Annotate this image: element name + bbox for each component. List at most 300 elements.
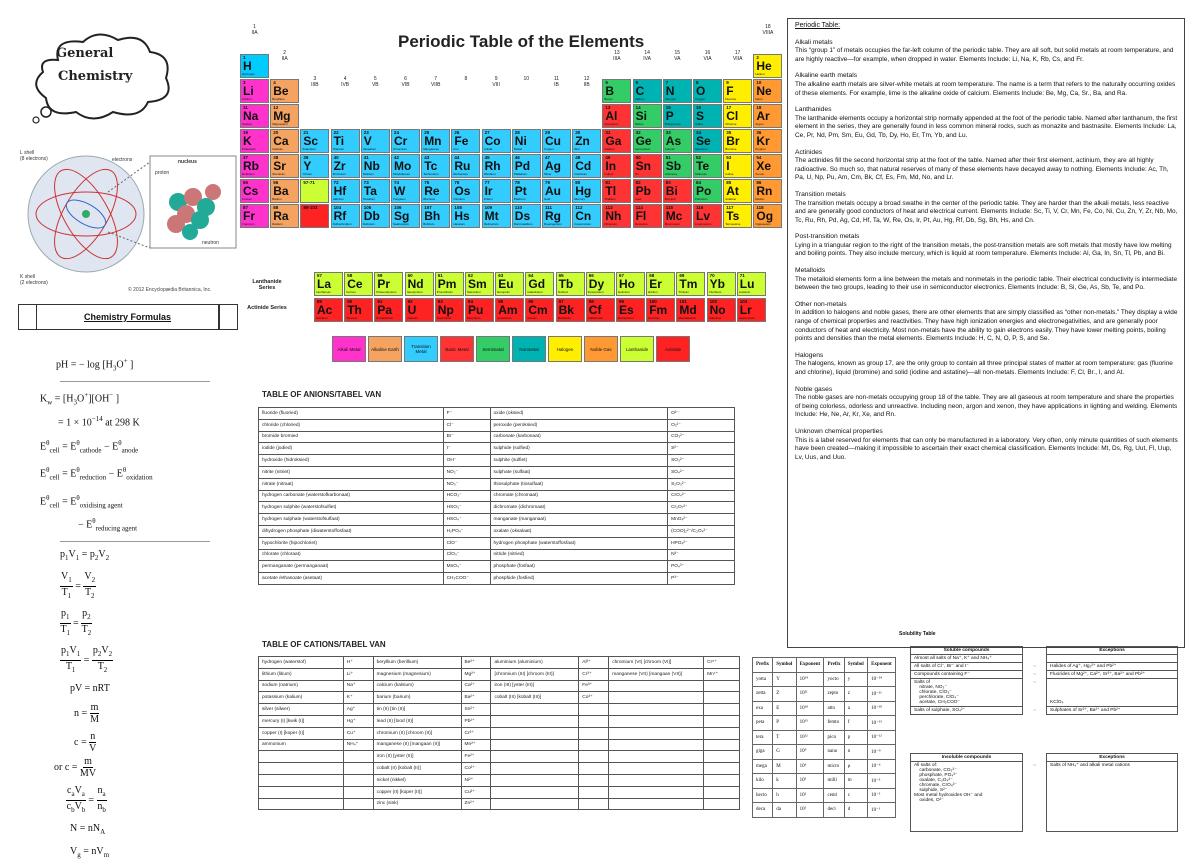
anion-row [259, 537, 735, 549]
soluble-row [911, 663, 1178, 671]
cation-row [259, 798, 740, 810]
anion-cell: hydroxide (hidroksied) [259, 455, 444, 467]
anion-cell: N³⁻ [668, 549, 735, 561]
lanthanide-cell: 61 Pm Promethium [435, 272, 464, 296]
soluble-row [911, 655, 1178, 663]
prefix-cell: 10⁻²⁴ [868, 672, 896, 687]
anion-cell: NO₃⁻ [443, 478, 490, 490]
soluble-row [911, 707, 1178, 715]
anion-cell: CO₃²⁻ [668, 431, 735, 443]
anion-row [259, 549, 735, 561]
anion-cell: P³⁻ [668, 573, 735, 585]
element-cell: 51 Sb Antimony [663, 154, 692, 178]
anion-cell: fluoride (fluoried) [259, 408, 444, 420]
exception-cell: Salts of NH₄⁺ and alkali metal cations [1047, 762, 1178, 832]
lanthanide-cell: 60 Nd Neodymium [405, 272, 434, 296]
cation-row [259, 763, 740, 775]
legend-swatch: Basic Metal [440, 336, 474, 362]
lanthanide-cell: 58 Ce Cerium [344, 272, 373, 296]
soluble-cell: All salts of Cl⁻, Br⁻ and I⁻ [911, 663, 1023, 671]
element-cell: 28 Ni Nickel [512, 129, 541, 153]
cation-cell [343, 786, 373, 798]
cation-cell [579, 798, 609, 810]
prefix-cell: n [844, 745, 867, 760]
group-label: 1 IIA [251, 24, 258, 36]
anion-cell: O²⁻ [668, 408, 735, 420]
lanthanide-cell: 59 Pr Praseodymium [374, 272, 403, 296]
exception-cell: KClO₄ [1047, 679, 1178, 707]
cation-cell: Hg⁺ [343, 715, 373, 727]
soluble-row [911, 679, 1178, 707]
lanthanide-cell: 68 Er Erbium [646, 272, 675, 296]
cation-cell [343, 751, 373, 763]
solubility-title: Solubility Table [899, 631, 936, 637]
actinide-cell: 95 Am Americium [495, 298, 524, 322]
cation-cell [609, 727, 704, 739]
actinide-cell: 96 Cm Curium [525, 298, 554, 322]
element-cell: 53 I Iodine [723, 154, 752, 178]
element-cell: 40 Zr Zirconium [331, 154, 360, 178]
cation-cell: hydrogen (waterstof) [259, 657, 344, 669]
element-cell: 42 Mo Molybdenum [391, 154, 420, 178]
formula-list: pH = − $\log [H_3O^+$ ] $K_w = [H_3O^+][OH^-$ ] = $1 \times 10^{-14}$ at 298 K $E^\theta_{cell} = E^\theta_{cathode} - E^\theta_{anode}$ $E^\theta_{cell} = E^\theta_{reduction} - E^\theta_{oxidation}$ $E^\theta_{cell} = E^\theta_{oxidising agent}$ − $E^\theta_{reducing agent}$ $p_1V_1 = p_2V_2$ $\frac{V_1}{T_1}$ = $\frac{V_2}{T_2}$ $\frac{p_1}{T_1}$ = $\frac{p_2}{T_2}$ $\frac{p_1V_1}{T_1}$ = $\frac{p_2V_2}{T_2}$ pV = nRT n = $\frac{m}{M}$ c = $\frac{n}{V}$ or c = $\frac{m}{MV}$ $\frac{c_aV_a}{c_bV_b}$ = $\frac{n_a}{n_b}$ $N = nN_A$ $V_g = nV_m$ [40, 354, 230, 868]
cation-cell [609, 704, 704, 716]
cation-cell [579, 727, 609, 739]
element-cell: 111 Rg Roentgenium [542, 204, 571, 228]
element-cell: 49 In Indium [602, 154, 631, 178]
soluble-cell: Almost all salts of Na⁺, K⁺ and NH₄⁺ [911, 655, 1023, 663]
cation-cell: copper (I) [koper (I)] [259, 727, 344, 739]
prefix-cell: M [773, 759, 796, 774]
element-cell: 48 Cd Cadmium [572, 154, 601, 178]
element-cell: 46 Pd Palladium [512, 154, 541, 178]
prefix-cell: G [773, 745, 796, 760]
cation-cell: Zn²⁺ [461, 798, 491, 810]
cation-cell [609, 774, 704, 786]
anion-cell: iodide (jodied) [259, 443, 444, 455]
anion-cell: Cr₂O₇²⁻ [668, 502, 735, 514]
element-cell: 11 Na Sodium [240, 104, 269, 128]
soluble-row [911, 671, 1178, 679]
anion-cell: nitrate (nitraat) [259, 478, 444, 490]
lanthanide-cell: 62 Sm Samarium [465, 272, 494, 296]
l-shell-label: L shell (8 electrons) [20, 150, 48, 162]
element-cell: 27 Co Cobalt [482, 129, 511, 153]
group-label: 12 IIB [583, 76, 590, 88]
cation-cell [259, 774, 344, 786]
element-cell: 35 Br Bromine [723, 129, 752, 153]
cation-cell: Mn²⁺ [461, 739, 491, 751]
cation-cell: Ba²⁺ [461, 692, 491, 704]
cation-cell [491, 763, 579, 775]
cation-cell: Cr⁶⁺ [704, 657, 740, 669]
prefix-cell: 10⁶ [796, 759, 824, 774]
cation-cell: magnesium (magnesium) [373, 668, 461, 680]
electrons-label: electrons [112, 157, 133, 163]
info-section-text: The metalloid elements form a line between the metals and nonmetals in the periodic table. Their electrical conductivity is intermediate between the two groups, leading to their use in semiconductor electronics. Elements Include: B, Si, Ge, As, Sb, Te, and Po. [795, 275, 1178, 292]
cation-cell: Cr²⁺ [461, 727, 491, 739]
cation-cell: Mg²⁺ [461, 668, 491, 680]
cation-cell [704, 727, 740, 739]
anion-cell: sulphide (sulfied) [490, 443, 668, 455]
arrow-icon: ⇔ [1032, 762, 1037, 768]
cation-row [259, 657, 740, 669]
cation-cell: potassium (kalium) [259, 692, 344, 704]
prefix-cell: pico [824, 730, 844, 745]
element-cell: 50 Sn Tin [633, 154, 662, 178]
prefix-cell: 10⁻¹⁸ [868, 701, 896, 716]
actinide-cell: 103 Lr Lawrencium [737, 298, 766, 322]
anion-row [259, 478, 735, 490]
anion-cell: oxalate (oksalaat) [490, 525, 668, 537]
element-cell: 29 Cu Copper [542, 129, 571, 153]
legend-swatch: Alkaline Earth [368, 336, 402, 362]
insoluble-row [911, 762, 1178, 832]
cation-cell [259, 763, 344, 775]
lanthanide-cell: 70 Yb Ytterbium [707, 272, 736, 296]
insoluble-cell: All salts of: carbonate, CO₃²⁻ phosphate, PO₄³⁻ oxalate, C₂O₄²⁻ chromate, CrO₄²⁻ sulphide, S²⁻ Most metal hydroxides OH⁻ and oxides, O²⁻ [911, 762, 1023, 832]
anion-cell: S₂O₃²⁻ [668, 478, 735, 490]
prefix-row [753, 774, 896, 789]
periodic-table [238, 24, 784, 364]
cation-row [259, 680, 740, 692]
cation-cell [491, 786, 579, 798]
element-cell: 77 Ir Iridium [482, 179, 511, 203]
prefix-cell: 10⁻¹ [868, 803, 896, 818]
element-cell: 22 Ti Titanium [331, 129, 360, 153]
cation-cell [609, 751, 704, 763]
anion-cell: carbonate (karbonaat) [490, 431, 668, 443]
element-cell: 47 Ag Silver [542, 154, 571, 178]
group-label: 16 VIA [703, 50, 712, 62]
cation-cell: iron (III) [yster (III)] [491, 680, 579, 692]
element-cell: 80 Hg Mercury [572, 179, 601, 203]
prefix-cell: 10⁻⁶ [868, 759, 896, 774]
group-label: 11 IB [553, 76, 560, 88]
arrow-icon: ⇔ [1032, 707, 1037, 713]
prefix-cell: yocto [824, 672, 844, 687]
cation-cell: Fe²⁺ [461, 751, 491, 763]
prefix-row [753, 672, 896, 687]
prefix-cell: P [773, 716, 796, 731]
element-cell: 74 W Tungsten [391, 179, 420, 203]
prefix-cell: m [844, 774, 867, 789]
prefix-cell: mega [753, 759, 773, 774]
cation-cell: manganese (II) [mangaan (II)] [373, 739, 461, 751]
cation-row [259, 668, 740, 680]
cation-cell [491, 774, 579, 786]
info-section-heading: Metalloids [795, 267, 826, 275]
cation-cell: chromium (II) [chroom (II)] [373, 727, 461, 739]
actinide-cell: 94 Pu Plutonium [465, 298, 494, 322]
actinide-series-label: Actinide Series [247, 305, 287, 311]
prefix-header-cell: Prefix [824, 658, 844, 673]
prefix-cell: 10¹ [796, 803, 824, 818]
anion-cell: MnO₄²⁻ [668, 514, 735, 526]
anion-cell: OH⁻ [443, 455, 490, 467]
actinide-cell: 102 No Nobelium [707, 298, 736, 322]
prefix-cell: Z [773, 687, 796, 702]
atom-copyright: © 2012 Encyclopædia Britannica, Inc. [128, 287, 212, 293]
element-cell: 76 Os Osmium [451, 179, 480, 203]
element-cell: 113 Nh Nihonium [602, 204, 631, 228]
anion-cell: H₂PO₄⁻ [443, 525, 490, 537]
element-cell: 32 Ge Germanium [633, 129, 662, 153]
element-cell: 16 S Sulfur [693, 104, 722, 128]
lanthanide-cell: 64 Gd Gadolinium [525, 272, 554, 296]
cations-table [258, 656, 740, 810]
cation-row [259, 715, 740, 727]
prefix-row [753, 788, 896, 803]
legend-swatch: Alkali Metal [332, 336, 366, 362]
prefix-row [753, 716, 896, 731]
anion-row [259, 431, 735, 443]
legend-swatch: Semimetal [476, 336, 510, 362]
legend-swatch: Lanthanide [620, 336, 654, 362]
element-cell: 75 Re Rhenium [421, 179, 450, 203]
element-cell: 108 Hs Hassium [451, 204, 480, 228]
cation-cell [579, 763, 609, 775]
cation-cell [259, 786, 344, 798]
arrow-icon [1023, 655, 1047, 663]
info-section-heading: Unknown chemical properties [795, 427, 883, 435]
group-label: 2 IIA [281, 50, 288, 62]
info-section-heading: Noble gases [795, 385, 833, 393]
prefix-cell: deci [824, 803, 844, 818]
cation-cell [704, 739, 740, 751]
prefix-cell: centi [824, 788, 844, 803]
prefix-cell: z [844, 687, 867, 702]
group-label: 18 VIIIA [762, 24, 774, 36]
exception-cell: Halides of Ag⁺, Hg₂²⁺ and Pb²⁺ [1047, 663, 1178, 671]
element-cell: 41 Nb Niobium [361, 154, 390, 178]
anion-cell: manganate (manganaat) [490, 514, 668, 526]
cation-cell: Cr³⁺ [579, 668, 609, 680]
element-cell: 26 Fe Iron [451, 129, 480, 153]
prefix-cell: 10⁻¹⁵ [868, 716, 896, 731]
prefix-cell: da [773, 803, 796, 818]
prefix-cell: E [773, 701, 796, 716]
prefix-header-cell: Symbol [844, 658, 867, 673]
cation-cell [579, 774, 609, 786]
cation-cell: beryllium (berillium) [373, 657, 461, 669]
prefix-header-row [753, 658, 896, 673]
anion-cell: sulphite (sulfiet) [490, 455, 668, 467]
cation-cell: Ca²⁺ [461, 680, 491, 692]
anion-cell: chlorate (chloraat) [259, 549, 444, 561]
element-cell: 45 Rh Rhodium [482, 154, 511, 178]
insolubility-table [910, 753, 1178, 832]
anion-cell: SO₃²⁻ [668, 455, 735, 467]
group-label: 9 VIII [492, 76, 500, 88]
anion-cell: phosphide (fosfied) [490, 573, 668, 585]
insoluble-header: Insoluble compounds [911, 754, 1023, 762]
cation-cell [579, 739, 609, 751]
element-cell: 104 Rf Rutherfordium [331, 204, 360, 228]
cation-cell [704, 715, 740, 727]
cation-row [259, 692, 740, 704]
cation-cell: H⁺ [343, 657, 373, 669]
element-cell: 73 Ta Tantalum [361, 179, 390, 203]
lanthanide-cell: 67 Ho Holmium [616, 272, 645, 296]
element-cell: 21 Sc Scandium [300, 129, 329, 153]
cation-cell: Li⁺ [343, 668, 373, 680]
legend-swatch: Actinide [656, 336, 690, 362]
cation-cell [491, 727, 579, 739]
anions-title: TABLE OF ANIONS/TABEL VAN [262, 390, 382, 399]
legend-swatch: Halogen [548, 336, 582, 362]
element-cell: 38 Sr Strontium [270, 154, 299, 178]
prefix-cell: atto [824, 701, 844, 716]
element-cell: 78 Pt Platinum [512, 179, 541, 203]
prefix-header-cell: Symbol [773, 658, 796, 673]
element-cell: 1 H Hydrogen [240, 54, 269, 78]
anion-cell: oxide (oksied) [490, 408, 668, 420]
element-cell: 72 Hf Hafnium [331, 179, 360, 203]
cation-cell: manganese (VII) [mangaan (VII)] [609, 668, 704, 680]
element-cell: 23 V Vanadium [361, 129, 390, 153]
element-cell: 106 Sg Seaborgium [391, 204, 420, 228]
prefix-cell: p [844, 730, 867, 745]
prefix-cell: a [844, 701, 867, 716]
cation-cell: K⁺ [343, 692, 373, 704]
element-cell: 57-71 [300, 179, 329, 203]
exception-cell [1047, 655, 1178, 663]
anion-cell: HSO₃⁻ [443, 502, 490, 514]
cation-cell: Pb²⁺ [461, 715, 491, 727]
lanthanide-cell: 65 Tb Terbium [556, 272, 585, 296]
element-cell: 7 N Nitrogen [663, 79, 692, 103]
cation-cell [609, 786, 704, 798]
anion-cell: dichromate (dichromaat) [490, 502, 668, 514]
group-label: 17 VIIA [732, 50, 743, 62]
nucleus-label: nucleus [178, 159, 197, 165]
prefix-cell: femto [824, 716, 844, 731]
prefix-cell: 10²⁴ [796, 672, 824, 687]
anion-cell: Cl⁻ [443, 419, 490, 431]
element-cell: 44 Ru Ruthenium [451, 154, 480, 178]
legend-swatch: Transition Metal [404, 336, 438, 362]
arrow-icon: ⇔ [1032, 679, 1037, 685]
cation-row [259, 704, 740, 716]
group-label: 6 VIB [401, 76, 410, 88]
element-cell: 9 F Fluorine [723, 79, 752, 103]
prefix-cell: y [844, 672, 867, 687]
arrow-icon: ⇔ [1032, 671, 1037, 677]
cation-cell: copper (II) [koper (II)] [373, 786, 461, 798]
anion-cell: hydrogen sulphite (waterstofsulfiet) [259, 502, 444, 514]
prefix-row [753, 687, 896, 702]
element-cell: 19 K Potassium [240, 129, 269, 153]
info-section-text: The lanthanide elements occupy a horizontal strip normally appended at the foot of the periodic table. Named after lanthanum, the first element in the series, they are generally found in less common mineral rocks, such as monazite and bastnasite. Elements Include: La, Ce, Pr, Nd, Pm, Sm, Eu, Gd, Tb, Dy, Ho, Er, Tm, Yb, and Lu. [795, 114, 1178, 139]
cation-cell [704, 751, 740, 763]
cation-cell [609, 715, 704, 727]
element-cell: 12 Mg Magnesium [270, 104, 299, 128]
cation-cell [609, 680, 704, 692]
anion-cell: PO₄³⁻ [668, 561, 735, 573]
actinide-cell: 93 Np Neptunium [435, 298, 464, 322]
element-cell: 30 Zn Zinc [572, 129, 601, 153]
cation-cell: zinc (sink) [373, 798, 461, 810]
anion-cell: chromate (chromaat) [490, 490, 668, 502]
element-cell: 107 Bh Bohrium [421, 204, 450, 228]
cation-cell: Co²⁺ [461, 763, 491, 775]
prefix-cell: zepto [824, 687, 844, 702]
element-cell: 110 Ds Darmstadtium [512, 204, 541, 228]
exceptions-header: Exceptions [1047, 647, 1178, 655]
cation-cell [579, 704, 609, 716]
info-heading: Periodic Table: [795, 22, 841, 29]
anion-cell: HPO₄²⁻ [668, 537, 735, 549]
soluble-header: Soluble compounds [911, 647, 1023, 655]
cation-cell [491, 751, 579, 763]
lanthanide-cell: 57 La Lanthanum [314, 272, 343, 296]
anion-cell: hypochlorite (hipochloriet) [259, 537, 444, 549]
element-cell: 83 Bi Bismuth [663, 179, 692, 203]
prefix-cell: h [773, 788, 796, 803]
element-cell: 56 Ba Barium [270, 179, 299, 203]
cation-cell [343, 774, 373, 786]
info-section-text: The transition metals occupy a broad swathe in the center of the periodic table. They are harder than the alkali metals, less reactive and are generally good conductors of heat and electrical current. Elements Include: Sc, Ti, V, Cr, Mn, Fe, Co, Ni, Cu, Zn, Y, Zr, Nb, Mo, Tc, Ru, Rh, Pd, Ag, Cd, Hf, Ta, W, Re, Os, Ir, Pt, Au, Hg, Rf, Db, Sg, Bh, Hs, and Cn. [795, 199, 1178, 224]
info-section-text: This “group 1” of metals occupies the far-left column of the periodic table. They are all soft, but solid metals at room temperature, and are highly reactive—for example, when dropped in water. Elements Include: Li, Na, K, Rb, Cs, and Fr. [795, 47, 1174, 63]
prefix-cell: hecto [753, 788, 773, 803]
lanthanide-series-label: Lanthanide Series [252, 279, 282, 291]
group-label: 3 IIIB [311, 76, 319, 88]
exception-cell: Fluorides of Mg²⁺, Ca²⁺, Sr²⁺, Ba²⁺ and Pb²⁺ [1047, 671, 1178, 679]
anion-cell: hydrogen sulphate (waterstofsulfaat) [259, 514, 444, 526]
cation-cell [704, 692, 740, 704]
prefix-cell: 10⁹ [796, 745, 824, 760]
group-label: 15 VA [674, 50, 681, 62]
info-section-heading: Actinides [795, 148, 823, 156]
cation-cell: aluminium (aluminium) [491, 657, 579, 669]
element-cell: 55 Cs Cesium [240, 179, 269, 203]
lanthanide-cell: 71 Lu Lutetium [737, 272, 766, 296]
cation-cell: [chromium (III) [chroom (III)] [491, 668, 579, 680]
cation-cell [704, 704, 740, 716]
element-cell: 118 Og Oganesson [753, 204, 782, 228]
prefix-cell: d [844, 803, 867, 818]
anion-row [259, 466, 735, 478]
proton-label: proton [155, 170, 170, 176]
element-cell: 89-103 [300, 204, 329, 228]
cation-cell [704, 786, 740, 798]
anion-cell: phosphate (fosfaat) [490, 561, 668, 573]
cation-cell: Co³⁺ [579, 692, 609, 704]
solubility-table [910, 646, 1178, 715]
info-section-heading: Halogens [795, 351, 824, 359]
cation-cell: Na⁺ [343, 680, 373, 692]
legend-swatch: Noble Gas [584, 336, 618, 362]
anion-cell: ClO⁻ [443, 537, 490, 549]
prefix-cell: milli [824, 774, 844, 789]
prefix-cell: micro [824, 759, 844, 774]
anion-row [259, 573, 735, 585]
group-label: 7 VIIB [430, 76, 441, 88]
info-section-text: Lying in a triangular region to the right of the transition metals, the post-transition metals are soft metals that mostly have low melting and boiling points. They also include mercury, which is liquid at room temperature. Elements Include: Al, Ga, In, Sn, Tl, Pb, and Bi. [795, 241, 1172, 258]
cation-row [259, 727, 740, 739]
prefix-cell: deca [753, 803, 773, 818]
anion-cell: SO₄²⁻ [668, 466, 735, 478]
element-cell: 117 Ts Tennessine [723, 204, 752, 228]
anion-row [259, 502, 735, 514]
cation-cell: iron (II) [yster (II)] [373, 751, 461, 763]
k-shell-label: K shell (2 electrons) [20, 274, 48, 286]
prefix-cell: giga [753, 745, 773, 760]
neutron-label: neutron [202, 240, 219, 246]
cation-cell [704, 680, 740, 692]
anion-cell: (COO)₂²⁻/C₂O₄²⁻ [668, 525, 735, 537]
